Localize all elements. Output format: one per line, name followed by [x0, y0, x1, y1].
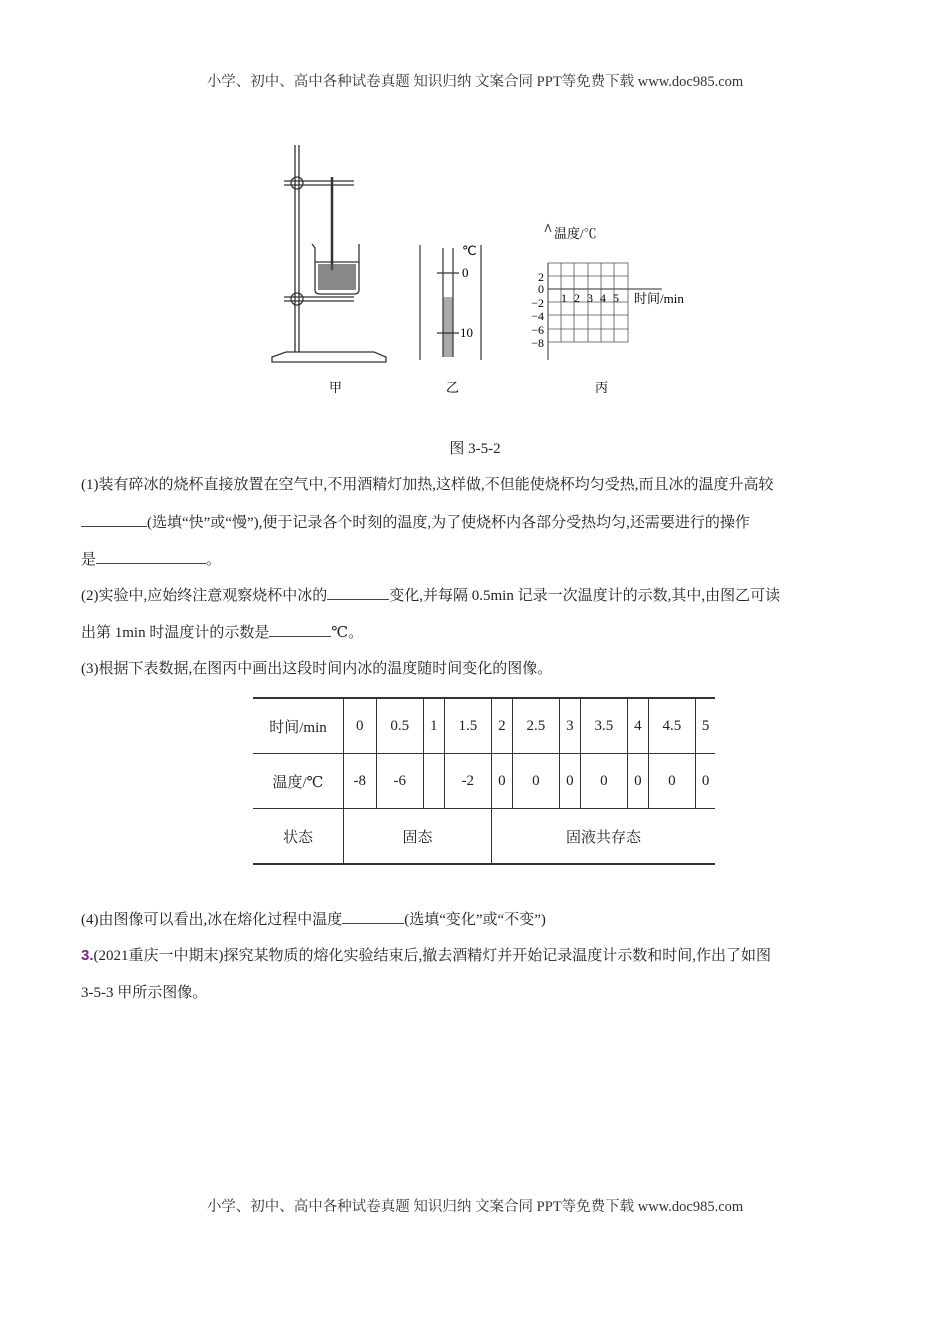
crushed-ice: [318, 264, 356, 290]
q4-hint: (选填“变化”或“不变”): [404, 912, 546, 928]
answer-blank[interactable]: [342, 909, 404, 924]
cell: 3: [560, 698, 580, 754]
table-row-temp: [253, 754, 715, 809]
cell: 5: [696, 698, 715, 754]
answer-blank[interactable]: [81, 512, 147, 527]
xtick: 4: [600, 291, 606, 305]
cell-mixed: 固液共存态: [492, 809, 715, 865]
page-footer: 小学、初中、高中各种试卷真题 知识归纳 文案合同 PPT等免费下载 www.doc985.com: [206, 1199, 744, 1215]
label-yi: 乙: [446, 380, 460, 395]
label-jia: 甲: [329, 380, 343, 395]
figure-caption: 图 3-5-2: [449, 441, 501, 457]
cell: 0.5: [376, 698, 424, 754]
table-row-state: [253, 809, 715, 865]
answer-blank[interactable]: [327, 585, 389, 600]
q2-unit: ℃。: [331, 625, 364, 641]
xtick: 5: [613, 291, 619, 305]
cell: 0: [696, 754, 715, 809]
row-header: 时间/min: [269, 719, 327, 736]
thermometer-tick-10: 10: [460, 325, 473, 340]
data-table: [253, 697, 715, 865]
q1-line2: (选填“快”或“慢”),便于记录各个时刻的温度,为了使烧杯内各部分受热均匀,还需要进行的操作: [147, 515, 750, 531]
ytick: −8: [531, 336, 544, 350]
q2-line1-rest: 变化,并每隔 0.5min 记录一次温度计的示数,其中,由图乙可读: [389, 588, 781, 604]
cell: -2: [444, 754, 492, 809]
row-header: 温度/℃: [272, 774, 324, 791]
q1-line3: 是: [81, 552, 97, 568]
thermometer: [420, 245, 481, 360]
question-number: 3.: [81, 947, 94, 964]
ytick: −4: [531, 309, 544, 323]
cell: -8: [344, 754, 377, 809]
ytick: −2: [531, 296, 544, 310]
cell: 4.5: [648, 698, 696, 754]
xtick: 3: [587, 291, 593, 305]
cell: 1.5: [444, 698, 492, 754]
q5-line1: (2021重庆一中期末)探究某物质的熔化实验结束后,撤去酒精灯并开始记录温度计示数和时间,作出了如图: [93, 948, 772, 964]
cell: 0: [628, 754, 648, 809]
row-header: 状态: [282, 829, 313, 846]
answer-blank[interactable]: [96, 549, 206, 564]
ytick: −6: [531, 323, 544, 337]
q2-line1: (2)实验中,应始终注意观察烧杯中冰的: [81, 588, 328, 604]
cell: 0: [648, 754, 696, 809]
xtick: 2: [574, 291, 580, 305]
cell: 3.5: [580, 698, 628, 754]
cell: 2.5: [512, 698, 560, 754]
figure-3-5-2: [262, 140, 684, 405]
cell: 0: [492, 754, 512, 809]
cell[interactable]: [424, 754, 444, 809]
thermometer-tick-0: 0: [462, 265, 469, 280]
q4-text: (4)由图像可以看出,冰在熔化过程中温度: [81, 912, 343, 928]
cell: -6: [376, 754, 424, 809]
graph-xlabel: 时间/min: [634, 291, 684, 306]
graph-xticks: [561, 291, 619, 305]
q5-line2: 3-5-3 甲所示图像。: [81, 985, 208, 1001]
cell: 4: [628, 698, 648, 754]
table-row-time: [253, 698, 715, 754]
cell: 0: [580, 754, 628, 809]
q1-period: 。: [206, 552, 222, 568]
q3-text: (3)根据下表数据,在图丙中画出这段时间内冰的温度随时间变化的图像。: [81, 661, 553, 677]
xtick: 1: [561, 291, 567, 305]
cell-solid: 固态: [344, 809, 492, 865]
label-bing: 丙: [595, 380, 609, 395]
ytick: 0: [538, 282, 544, 296]
cell: 0: [344, 698, 377, 754]
cell: 0: [512, 754, 560, 809]
iron-stand: [272, 145, 386, 362]
q1-line1: (1)装有碎冰的烧杯直接放置在空气中,不用酒精灯加热,这样做,不但能使烧杯均匀受热,而且冰的温度升高较: [81, 477, 774, 493]
ytick: 2: [538, 270, 544, 284]
thermometer-unit: ℃: [462, 243, 477, 258]
q2-line2: 出第 1min 时温度计的示数是: [81, 625, 270, 641]
graph-ylabel: 温度/℃: [554, 226, 597, 241]
answer-blank[interactable]: [269, 622, 331, 637]
cell: 0: [560, 754, 580, 809]
cell: 2: [492, 698, 512, 754]
graph-yticks: [531, 270, 544, 350]
page-header: 小学、初中、高中各种试卷真题 知识归纳 文案合同 PPT等免费下载 www.doc985.com: [206, 74, 744, 90]
cell: 1: [424, 698, 444, 754]
